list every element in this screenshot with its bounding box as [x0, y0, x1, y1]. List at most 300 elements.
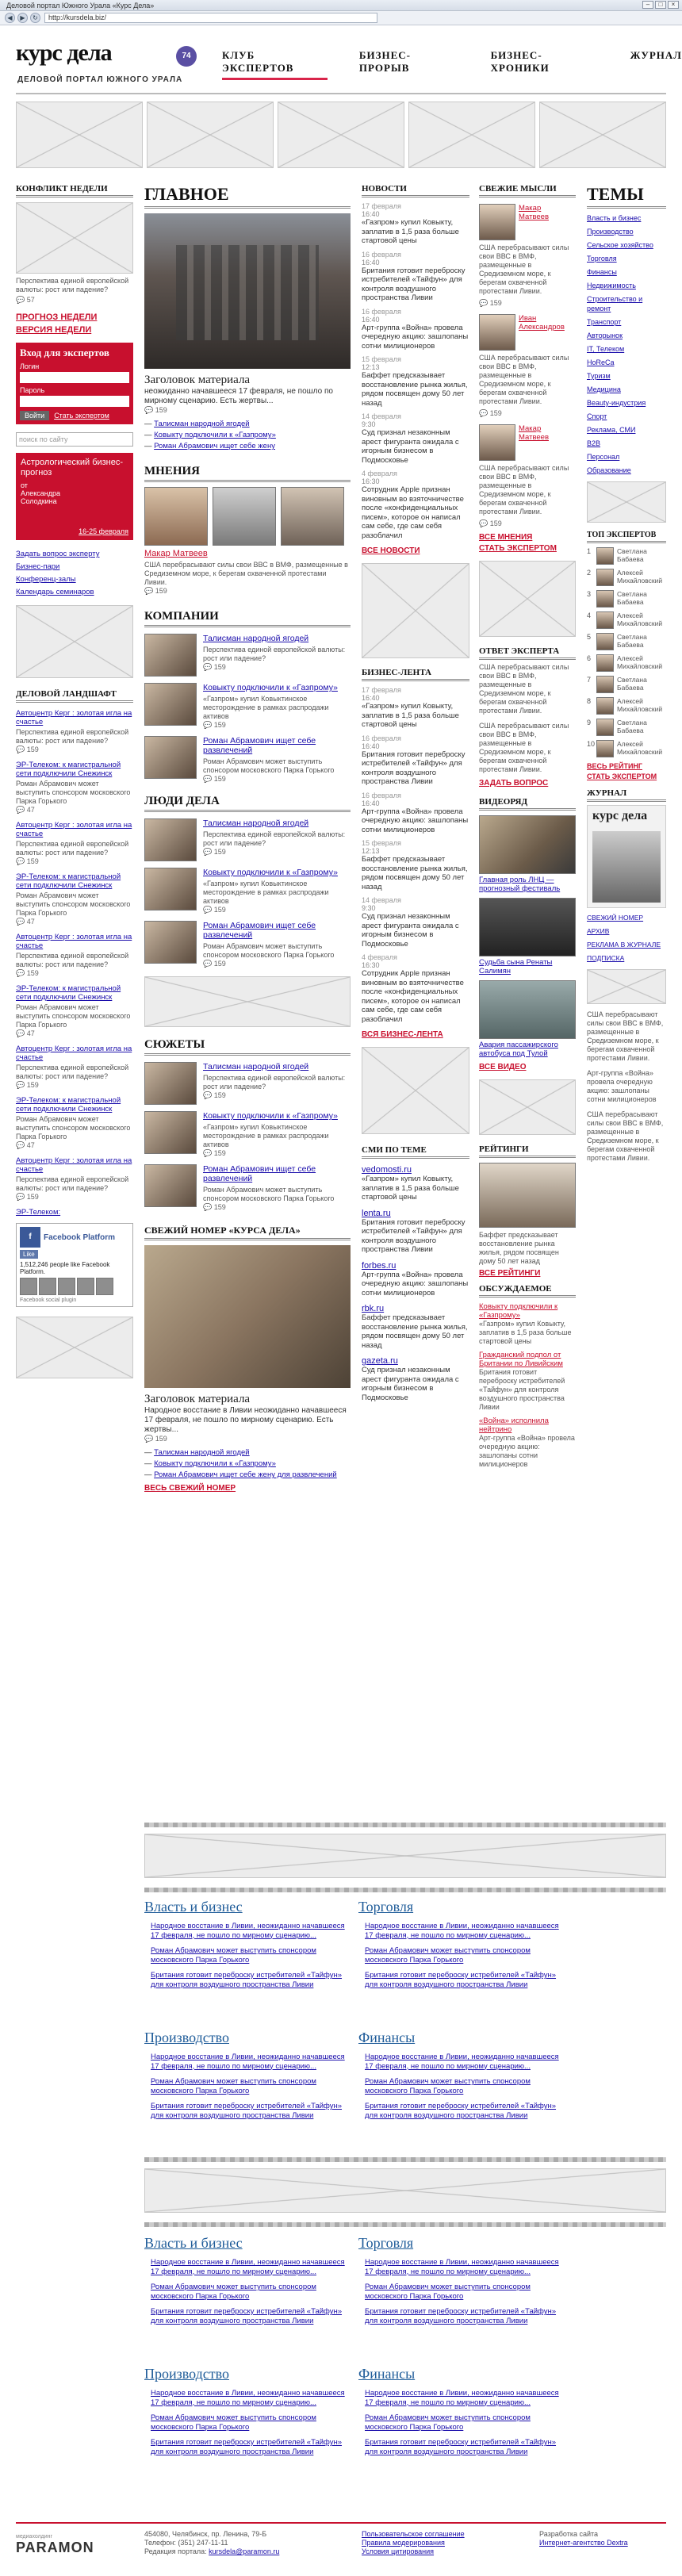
footer-brand-logo[interactable]: PARAMON	[16, 2540, 94, 2555]
rubric-item[interactable]: Британия готовит переброску истребителей «Тайфун» для контроля воздушного пространства Ливии	[365, 2438, 557, 2456]
avatar[interactable]	[596, 676, 614, 693]
top-expert-name[interactable]: Алексей Михайловский	[617, 740, 663, 756]
news-text[interactable]: Британия готовит переброску истребителей «Тайфун» для контроля воздушного пространства Ливии	[362, 749, 466, 786]
news-item	[362, 251, 469, 303]
nav-journal[interactable]: ЖУРНАЛ	[630, 49, 682, 61]
news-text[interactable]: Сотрудник Apple признан виновным во взяточничестве после «конфиденциальных писем», которое он написал сам себе, где сам себя разоблачил	[362, 969, 464, 1024]
footer-links	[362, 2530, 504, 2556]
rubric-item[interactable]: Роман Абрамович может выступить спонсором московского Парка Горького	[365, 2283, 531, 2301]
landscape-item-title[interactable]: ЭР-Телеком: к магистральной сети подключили Снежинск	[16, 872, 121, 890]
rubric-item[interactable]: Британия готовит переброску истребителей «Тайфун» для контроля воздушного пространства Ливии	[365, 2102, 557, 2120]
avatar[interactable]	[596, 740, 614, 757]
rubric-item[interactable]: Народное восстание в Ливии, неожиданно начавшееся 17 февраля, не пошло по мирному сценарию...	[365, 1922, 559, 1940]
rubric	[358, 1899, 565, 1989]
fresh-link-3[interactable]: Роман Абрамович ищет себе жену для развлечений	[154, 1470, 337, 1479]
entry-body	[203, 683, 351, 730]
login-label: Логин	[20, 362, 40, 370]
landscape-item	[16, 761, 133, 815]
news-text[interactable]: Баффет предсказывает восстановление рынка жилья, рядом посвящен дому 50 лет назад	[362, 855, 468, 891]
entry-photo[interactable]	[144, 683, 197, 726]
avatar[interactable]	[596, 633, 614, 650]
journal-logo: курс дела	[592, 809, 648, 822]
landscape-item-title[interactable]: Автоцентр Керг : золотая игла на счастье	[16, 933, 132, 950]
main-headline[interactable]: Заголовок материала	[144, 374, 251, 386]
landscape-list	[16, 709, 133, 1217]
ask-link[interactable]: ЗАДАТЬ ВОПРОС	[479, 779, 549, 788]
footer-link-citation[interactable]: Условия цитирования	[362, 2547, 435, 2555]
video-link-1[interactable]: Главная роль ЛНЦ — прогнозный фестиваль	[479, 876, 561, 893]
themes-banner[interactable]	[587, 481, 666, 523]
avatar	[20, 1278, 37, 1295]
theme-link[interactable]: IT, Телеком	[587, 345, 625, 353]
rubric-item[interactable]: Роман Абрамович может выступить спонсором московского Парка Горького	[151, 2283, 316, 2301]
rubric-title[interactable]: Производство	[144, 2366, 229, 2382]
thoughts-become-link[interactable]: СТАТЬ ЭКСПЕРТОМ	[479, 544, 557, 553]
news-date: 17 февраля	[362, 202, 401, 210]
rubric-item[interactable]: Британия готовит переброску истребителей «Тайфун» для контроля воздушного пространства Ливии	[151, 1971, 343, 1989]
rubric-item[interactable]: Народное восстание в Ливии, неожиданно начавшееся 17 февраля, не пошло по мирному сценарию...	[365, 2053, 559, 2071]
entry-body	[203, 1164, 351, 1212]
forward-icon[interactable]: ▶	[17, 13, 28, 23]
entry-photo[interactable]	[144, 868, 197, 910]
video-all-link[interactable]: ВСЕ ВИДЕО	[479, 1063, 527, 1071]
theme-link[interactable]: Спорт	[587, 412, 607, 420]
discuss-title[interactable]: Гражданский подпол от Британии по Ливийским	[479, 1351, 563, 1368]
video-title: ВИДЕОРЯД	[479, 797, 576, 811]
rubric-item[interactable]: Народное восстание в Ливии, неожиданно начавшееся 17 февраля, не пошло по мирному сценарию...	[365, 2389, 559, 2407]
fresh-headline[interactable]: Заголовок материала	[144, 1393, 251, 1405]
journal-link[interactable]: РЕКЛАМА В ЖУРНАЛЕ	[587, 941, 661, 949]
landscape-item-title[interactable]: ЭР-Телеком: к магистральной сети подключили Снежинск	[16, 761, 121, 778]
landscape-item-title[interactable]: ЭР-Телеком: к магистральной сети подключили Снежинск	[16, 984, 121, 1002]
rubric-item[interactable]: Народное восстание в Ливии, неожиданно начавшееся 17 февраля, не пошло по мирному сценарию...	[151, 2258, 345, 2276]
banner-5[interactable]	[539, 102, 666, 168]
rubric-title[interactable]: Финансы	[358, 2030, 416, 2045]
news-time: 12:13	[362, 847, 380, 855]
rubric-item[interactable]: Британия готовит переброску истребителей «Тайфун» для контроля воздушного пространства Ливии	[151, 2438, 343, 2456]
landscape-item-title[interactable]: ЭР-Телеком:	[16, 1208, 61, 1217]
count-value: 47	[26, 806, 35, 814]
theme-link[interactable]: B2B	[587, 439, 601, 447]
site-logo[interactable]: курс дела	[16, 40, 112, 66]
news-text[interactable]: «Газпром» купил Ковыкту, заплатив в 1,5 раза больше стартовой цены	[362, 702, 459, 729]
smi-site[interactable]: lenta.ru	[362, 1208, 391, 1218]
nav-chronicles[interactable]: БИЗНЕС-ХРОНИКИ	[490, 49, 550, 74]
landscape-title: ДЕЛОВОЙ ЛАНДШАФТ	[16, 689, 133, 703]
news-text[interactable]: Британия готовит переброску истребителей «Тайфун» для контроля воздушного пространства Ливии	[362, 266, 466, 302]
rubric-title[interactable]: Власть и бизнес	[144, 2235, 243, 2251]
count-value: 159	[213, 721, 226, 729]
landscape-item-text: Роман Абрамович может выступить спонсором московского Парка Горького	[16, 1115, 131, 1140]
theme-link[interactable]: Производство	[587, 228, 634, 236]
landscape-item-title[interactable]: Автоцентр Керг : золотая игла на счастье	[16, 709, 132, 726]
footer-brand-sub: медиахолдинг	[16, 2534, 53, 2540]
news-all-link[interactable]: ВСЕ НОВОСТИ	[362, 546, 420, 555]
rubric-item[interactable]: Роман Абрамович может выступить спонсором московского Парка Горького	[365, 1946, 531, 1965]
feed-all-link[interactable]: ВСЯ БИЗНЕС-ЛЕНТА	[362, 1030, 443, 1039]
landscape-item-title[interactable]: ЭР-Телеком: к магистральной сети подключили Снежинск	[16, 1096, 121, 1114]
entry-photo[interactable]	[144, 1111, 197, 1154]
fresh-all-link[interactable]: ВЕСЬ СВЕЖИЙ НОМЕР	[144, 1484, 236, 1493]
rubric-item[interactable]: Британия готовит переброску истребителей «Тайфун» для контроля воздушного пространства Ливии	[365, 1971, 557, 1989]
entry-photo[interactable]	[144, 736, 197, 779]
footer-email-label: Редакция портала:	[144, 2547, 207, 2555]
top-expert-name[interactable]: Светлана Бабаева	[617, 633, 647, 649]
top-expert-name[interactable]: Алексей Михайловский	[617, 697, 663, 713]
discuss-list	[479, 1302, 576, 1469]
right-news-item[interactable]: США перебрасывают силы свои ВВС в ВМФ, размещенные в Средиземном море, к берегам охваченной протестами Ливии.	[587, 1110, 664, 1162]
left-link-calendar[interactable]: Календарь семинаров	[16, 588, 94, 596]
avatar[interactable]	[596, 697, 614, 715]
journal-cover[interactable]	[587, 805, 666, 908]
main-links: — Талисман народной ягодей — Ковыкту подключили к «Газпрому» — Роман Абрамович ищет себе жену	[144, 420, 276, 450]
main-link-3[interactable]: Роман Абрамович ищет себе жену	[154, 442, 275, 450]
count-value: 47	[26, 1029, 35, 1037]
news-text[interactable]: Суд признал незаконным арест фигуранта ожидала с игорным бизнесом в Подмосковье	[362, 428, 459, 465]
news-date: 16 февраля	[362, 791, 401, 799]
opinions-title: МНЕНИЯ	[144, 465, 351, 482]
landscape-item-text: Перспектива единой европейской валюты: рост или падение?	[16, 840, 129, 857]
journal-link[interactable]: СВЕЖИЙ НОМЕР	[587, 914, 644, 922]
discuss-item	[479, 1416, 576, 1469]
avatar[interactable]	[596, 611, 614, 629]
theme-link[interactable]: Строительство и ремонт	[587, 295, 643, 312]
news-time: 16:30	[362, 961, 380, 969]
fresh-photo[interactable]	[144, 1245, 351, 1388]
rubric	[144, 2235, 351, 2325]
banner-2[interactable]	[147, 102, 274, 168]
entry-body	[203, 634, 351, 677]
theme-link[interactable]: Финансы	[587, 268, 617, 276]
news-date: 4 февраля	[362, 470, 397, 477]
people-title: ЛЮДИ ДЕЛА	[144, 795, 351, 812]
astro-widget[interactable]	[16, 453, 133, 540]
smi-site[interactable]: gazeta.ru	[362, 1356, 398, 1366]
news-banner-2[interactable]	[362, 1047, 469, 1134]
conflict-image[interactable]	[16, 202, 133, 274]
entry-title[interactable]: Талисман народной ягодей	[203, 818, 309, 828]
rubric-item[interactable]: Народное восстание в Ливии, неожиданно начавшееся 17 февраля, не пошло по мирному сценарию...	[151, 1922, 345, 1940]
forecast-link[interactable]: ПРОГНОЗ НЕДЕЛИ	[16, 312, 98, 322]
landscape-item-title[interactable]: Автоцентр Керг : золотая игла на счастье	[16, 1156, 132, 1174]
thought-author[interactable]: Иван Александров	[519, 314, 565, 332]
opinion-photo[interactable]	[213, 487, 276, 546]
rubric-item[interactable]: Британия готовит переброску истребителей «Тайфун» для контроля воздушного пространства Ливии	[151, 2307, 343, 2325]
address-bar	[0, 11, 682, 25]
entry-title[interactable]: Талисман народной ягодей	[203, 634, 309, 643]
top-rank: 2	[587, 569, 592, 577]
nav-experts[interactable]: КЛУБ ЭКСПЕРТОВ	[222, 49, 328, 80]
footer-link-terms[interactable]: Пользовательское соглашение	[362, 2530, 465, 2538]
avatar[interactable]	[596, 654, 614, 672]
theme-link[interactable]: Образование	[587, 466, 631, 474]
left-link-conf[interactable]: Конференц-залы	[16, 575, 76, 584]
banner-4[interactable]	[408, 102, 535, 168]
top-expert-name[interactable]: Светлана Бабаева	[617, 719, 647, 734]
discuss-item	[479, 1351, 576, 1412]
rating-photo[interactable]	[479, 1163, 576, 1228]
count-value: 159	[213, 906, 226, 914]
entry-count: 💬 159	[203, 1091, 226, 1099]
landscape-item-text: Роман Абрамович может выступить спонсором московского Парка Горького	[16, 891, 131, 917]
rubrics-block-2	[144, 2235, 588, 2489]
rubric-title[interactable]: Власть и бизнес	[144, 1899, 243, 1915]
main-link-1[interactable]: Талисман народной ягодей	[154, 420, 250, 428]
top-expert-name[interactable]: Светлана Бабаева	[617, 676, 647, 692]
rubric-divider	[144, 1823, 666, 1827]
stories-list	[144, 1062, 351, 1212]
login-button[interactable]: Войти	[20, 411, 49, 420]
entry-title[interactable]: Ковыкту подключили к «Газпрому»	[203, 868, 338, 877]
version-link[interactable]: ВЕРСИЯ НЕДЕЛИ	[16, 325, 92, 335]
password-input[interactable]	[20, 396, 129, 407]
entry-title[interactable]: Роман Абрамович ищет себе развлечений	[203, 736, 316, 755]
rubric	[144, 2030, 351, 2120]
entry-text: Роман Абрамович может выступить спонсором московского Парка Горького	[203, 942, 335, 959]
smi-site[interactable]: vedomosti.ru	[362, 1165, 412, 1175]
feed-title: БИЗНЕС-ЛЕНТА	[362, 668, 469, 681]
window-controls	[642, 1, 679, 9]
facebook-like-button[interactable]: Like	[20, 1250, 38, 1259]
rating-text: Баффет предсказывает восстановление рынка жилья, рядом посвящен дому 50 лет назад	[479, 1231, 559, 1265]
opinion-text: США перебрасывают силы свои ВВС в ВМФ, размещенные в Средиземном море, к берегам охваченной протестами Ливии.	[144, 561, 348, 586]
right-news-item[interactable]: Арт-группа «Война» провела очередную акцию: зашлопаны сотни милиционеров	[587, 1069, 657, 1103]
avatar[interactable]	[479, 424, 515, 461]
count-value: 159	[26, 1193, 39, 1201]
video-thumb[interactable]	[479, 898, 576, 956]
answer-text-2: США перебрасывают силы свои ВВС в ВМФ, размещенные в Средиземном море, к берегам охваченной протестами Ливии.	[479, 722, 569, 773]
footer-email[interactable]: kursdela@paramon.ru	[209, 2547, 280, 2555]
thoughts-all-link[interactable]: ВСЕ МНЕНИЯ	[479, 533, 533, 542]
rubric-item[interactable]: Народное восстание в Ливии, неожиданно начавшееся 17 февраля, не пошло по мирному сценарию...	[151, 2389, 345, 2407]
themes-banner-2[interactable]	[587, 969, 666, 1004]
theme-link[interactable]: Недвижимость	[587, 282, 636, 289]
main-column	[144, 184, 351, 1493]
video-link-3[interactable]: Авария пассажирского автобуса под Тулой	[479, 1041, 558, 1058]
theme-link[interactable]: Транспорт	[587, 318, 622, 326]
theme-link[interactable]: Торговля	[587, 255, 617, 263]
browser-title: Деловой портал Южного Урала «Курс Дела»	[6, 2, 155, 10]
main-photo[interactable]	[144, 213, 351, 369]
entry-title[interactable]: Роман Абрамович ищет себе развлечений	[203, 921, 316, 940]
count-value: 159	[489, 299, 502, 307]
wide-banner-2[interactable]	[144, 2168, 666, 2213]
close-icon[interactable]: ×	[668, 1, 679, 9]
discuss-text: Британия готовит переброску истребителей «Тайфун» для контроля воздушного пространства Ливии	[479, 1368, 565, 1411]
entry-photo[interactable]	[144, 634, 197, 677]
news-text[interactable]: Арт-группа «Война» провела очередную акцию: зашлопаны сотни милиционеров	[362, 807, 469, 834]
answer-title: ОТВЕТ ЭКСПЕРТА	[479, 646, 576, 660]
top-all-link[interactable]: ВЕСЬ РЕЙТИНГ	[587, 762, 643, 770]
top-expert-name[interactable]: Светлана Бабаева	[617, 590, 647, 606]
opinion-photo[interactable]	[281, 487, 344, 546]
become-expert-link[interactable]: Стать экспертом	[54, 412, 109, 420]
rubric-item[interactable]: Роман Абрамович может выступить спонсором московского Парка Горького	[151, 2413, 316, 2432]
banner-3[interactable]	[278, 102, 404, 168]
top-expert-name[interactable]: Светлана Бабаева	[617, 547, 647, 563]
entry-title[interactable]: Роман Абрамович ищет себе развлечений	[203, 1164, 316, 1183]
avatar[interactable]	[479, 314, 515, 351]
avatar[interactable]	[479, 204, 515, 240]
left-banner[interactable]	[16, 605, 133, 678]
left-column	[16, 184, 133, 1378]
theme-link[interactable]: Власть и бизнес	[587, 214, 642, 222]
astro-title: Астрологический бизнес-прогноз	[21, 458, 124, 477]
discuss-item	[479, 1302, 576, 1346]
top-expert-row	[587, 590, 666, 608]
theme-link[interactable]: Медицина	[587, 385, 621, 393]
fresh-links: — Талисман народной ягодей — Ковыкту подключили к «Газпрому» — Роман Абрамович ищет себе жену для развлечений	[144, 1448, 337, 1479]
avatar	[77, 1278, 94, 1295]
avatar[interactable]	[596, 547, 614, 565]
opinion-author[interactable]: Макар Матвеев	[144, 549, 208, 558]
discuss-title[interactable]: «Война» исполнила нейтрино	[479, 1416, 549, 1434]
news-item	[362, 953, 469, 1024]
wide-banner-1[interactable]	[144, 1834, 666, 1878]
password-label: Пароль	[20, 386, 45, 394]
rubric-title[interactable]: Производство	[144, 2030, 229, 2045]
thoughts-banner[interactable]	[479, 561, 576, 637]
conflict-text[interactable]: Перспектива единой европейской валюты: рост или падение?	[16, 277, 129, 293]
top-become-link[interactable]: СТАТЬ ЭКСПЕРТОМ	[587, 772, 657, 780]
news-text[interactable]: «Газпром» купил Ковыкту, заплатив в 1,5 раза больше стартовой цены	[362, 218, 459, 245]
smi-title: СМИ ПО ТЕМЕ	[362, 1145, 469, 1159]
thought-author[interactable]: Макар Матвеев	[519, 204, 549, 221]
entry-photo[interactable]	[144, 1062, 197, 1105]
thought-text: США перебрасывают силы свои ВВС в ВМФ, размещенные в Средиземном море, к берегам охваченной протестами Ливии.	[479, 354, 569, 405]
reload-icon[interactable]: ↻	[30, 13, 40, 23]
entry-title[interactable]: Ковыкту подключили к «Газпрому»	[203, 683, 338, 692]
top-expert-name[interactable]: Алексей Михайловский	[617, 569, 663, 585]
journal-link[interactable]: ПОДПИСКА	[587, 954, 625, 962]
logo-badge: 74	[176, 46, 197, 67]
discuss-title[interactable]: Ковыкту подключили к «Газпрому»	[479, 1302, 558, 1320]
theme-link[interactable]: Сельское хозяйство	[587, 241, 653, 249]
top-expert-row	[587, 547, 666, 565]
rubric-item[interactable]: Роман Абрамович может выступить спонсором московского Парка Горького	[365, 2413, 531, 2432]
fresh-link-2[interactable]: Ковыкту подключили к «Газпрому»	[154, 1459, 276, 1468]
login-input[interactable]	[20, 372, 129, 383]
rubric-divider	[144, 2222, 666, 2227]
landscape-item-count: 💬 47	[16, 1141, 35, 1149]
footer-link-moderation[interactable]: Правила модерирования	[362, 2539, 445, 2547]
smi-item	[362, 1165, 469, 1202]
theme-link[interactable]: Beauty-индустрия	[587, 399, 646, 407]
news-banner[interactable]	[362, 563, 469, 658]
video-thumb[interactable]	[479, 815, 576, 874]
news-text[interactable]: Баффет предсказывает восстановление рынка жилья, рядом посвящен дому 50 лет назад	[362, 371, 468, 408]
theme-link[interactable]: Персонал	[587, 453, 620, 461]
discuss-title: ОБСУЖДАЕМОЕ	[479, 1284, 576, 1298]
avatar[interactable]	[596, 569, 614, 586]
companies-title: КОМПАНИИ	[144, 610, 351, 627]
entry-count: 💬 159	[203, 906, 226, 914]
top-rank: 9	[587, 719, 592, 726]
facebook-title[interactable]: Facebook Platform	[44, 1232, 116, 1242]
footer-dev-label: Разработка сайта	[539, 2530, 599, 2538]
rubric-title[interactable]: Торговля	[358, 1899, 414, 1915]
rating-all-link[interactable]: ВСЕ РЕЙТИНГИ	[479, 1269, 541, 1278]
left-banner-2[interactable]	[16, 1317, 133, 1378]
rubric-item[interactable]: Роман Абрамович может выступить спонсором московского Парка Горького	[365, 2077, 531, 2095]
entry-photo[interactable]	[144, 1164, 197, 1207]
theme-link[interactable]: HoReCa	[587, 358, 615, 366]
news-text[interactable]: Суд признал незаконным арест фигуранта ожидала с игорным бизнесом в Подмосковье	[362, 912, 459, 949]
main-banner[interactable]	[144, 976, 351, 1027]
video-thumb[interactable]	[479, 980, 576, 1039]
rubric-item[interactable]: Британия готовит переброску истребителей «Тайфун» для контроля воздушного пространства Ливии	[365, 2307, 557, 2325]
news-date: 14 февраля	[362, 896, 401, 904]
avatar[interactable]	[596, 719, 614, 736]
landscape-item-title[interactable]: Автоцентр Керг : золотая игла на счастье	[16, 821, 132, 838]
video-link-2[interactable]: Судьба сына Ренаты Салимян	[479, 958, 553, 976]
smi-site[interactable]: forbes.ru	[362, 1260, 397, 1271]
rubric-item[interactable]: Роман Абрамович может выступить спонсором московского Парка Горького	[151, 1946, 316, 1965]
entry-title[interactable]: Талисман народной ягодей	[203, 1062, 309, 1071]
theme-link[interactable]: Реклама, СМИ	[587, 426, 636, 434]
rubric-item[interactable]: Народное восстание в Ливии, неожиданно начавшееся 17 февраля, не пошло по мирному сценарию...	[151, 2053, 345, 2071]
thought-author[interactable]: Макар Матвеев	[519, 424, 549, 442]
entry-title[interactable]: Ковыкту подключили к «Газпрому»	[203, 1111, 338, 1121]
rubric-item[interactable]: Роман Абрамович может выступить спонсором московского Парка Горького	[151, 2077, 316, 2095]
rubrics-block-1	[144, 1899, 588, 2152]
entry-body	[203, 818, 351, 861]
theme-link[interactable]: Туризм	[587, 372, 611, 380]
news-text[interactable]: Сотрудник Apple признан виновным во взяточничестве после «конфиденциальных писем», которое он написал сам себе, где сам себя разоблачил	[362, 485, 464, 540]
smi-item	[362, 1209, 469, 1255]
back-icon[interactable]: ◀	[5, 13, 15, 23]
left-link-bet[interactable]: Бизнес-пари	[16, 562, 60, 571]
fresh-link-1[interactable]: Талисман народной ягодей	[154, 1448, 250, 1457]
nav-breakthrough[interactable]: БИЗНЕС-ПРОРЫВ	[358, 49, 411, 74]
entry-photo[interactable]	[144, 818, 197, 861]
top-rank: 6	[587, 654, 592, 662]
theme-link[interactable]: Авторынок	[587, 332, 623, 339]
entry-count: 💬 159	[203, 1203, 226, 1211]
entry-photo[interactable]	[144, 921, 197, 964]
top-nav	[222, 49, 682, 80]
avatar[interactable]	[596, 590, 614, 608]
journal-link[interactable]: АРХИВ	[587, 927, 610, 935]
left-link-ask[interactable]: Задать вопрос эксперту	[16, 550, 100, 558]
footer-dev-link[interactable]: Интернет-агентство Dextra	[539, 2539, 628, 2547]
url-input[interactable]: http://kursdela.biz/	[44, 13, 377, 23]
count-value: 159	[26, 746, 39, 753]
rubric-item[interactable]: Британия готовит переброску истребителей «Тайфун» для контроля воздушного пространства Ливии	[151, 2102, 343, 2120]
main-link-2[interactable]: Ковыкту подключили к «Газпрому»	[154, 431, 276, 439]
maximize-icon[interactable]: □	[655, 1, 666, 9]
opinion-photo[interactable]	[144, 487, 208, 546]
banner-1[interactable]	[16, 102, 143, 168]
smi-site[interactable]: rbk.ru	[362, 1304, 385, 1313]
minimize-icon[interactable]: –	[642, 1, 653, 9]
smi-text: Арт-группа «Война» провела очередную акцию: зашлопаны сотни милиционеров	[362, 1270, 469, 1298]
login-title: Вход для экспертов	[20, 347, 109, 358]
landscape-item-title[interactable]: Автоцентр Керг : золотая игла на счастье	[16, 1045, 132, 1062]
top-expert-name[interactable]: Алексей Михайловский	[617, 611, 663, 627]
search-input[interactable]: поиск по сайту	[16, 432, 133, 447]
top-expert-name[interactable]: Алексей Михайловский	[617, 654, 663, 670]
right-news-item[interactable]: США перебрасывают силы свои ВВС в ВМФ, размещенные в Средиземном море, к берегам охваченной протестами Ливии.	[587, 1010, 664, 1062]
news-text[interactable]: Арт-группа «Война» провела очередную акцию: зашлопаны сотни милиционеров	[362, 323, 469, 351]
news-time: 16:40	[362, 210, 380, 218]
rubric-title[interactable]: Торговля	[358, 2235, 414, 2251]
themes-list	[587, 213, 666, 475]
thoughts-banner-2[interactable]	[479, 1079, 576, 1135]
rubric-item[interactable]: Народное восстание в Ливии, неожиданно начавшееся 17 февраля, не пошло по мирному сценарию...	[365, 2258, 559, 2276]
site-tagline: ДЕЛОВОЙ ПОРТАЛ ЮЖНОГО УРАЛА	[17, 75, 183, 84]
rubric-title[interactable]: Финансы	[358, 2366, 416, 2382]
